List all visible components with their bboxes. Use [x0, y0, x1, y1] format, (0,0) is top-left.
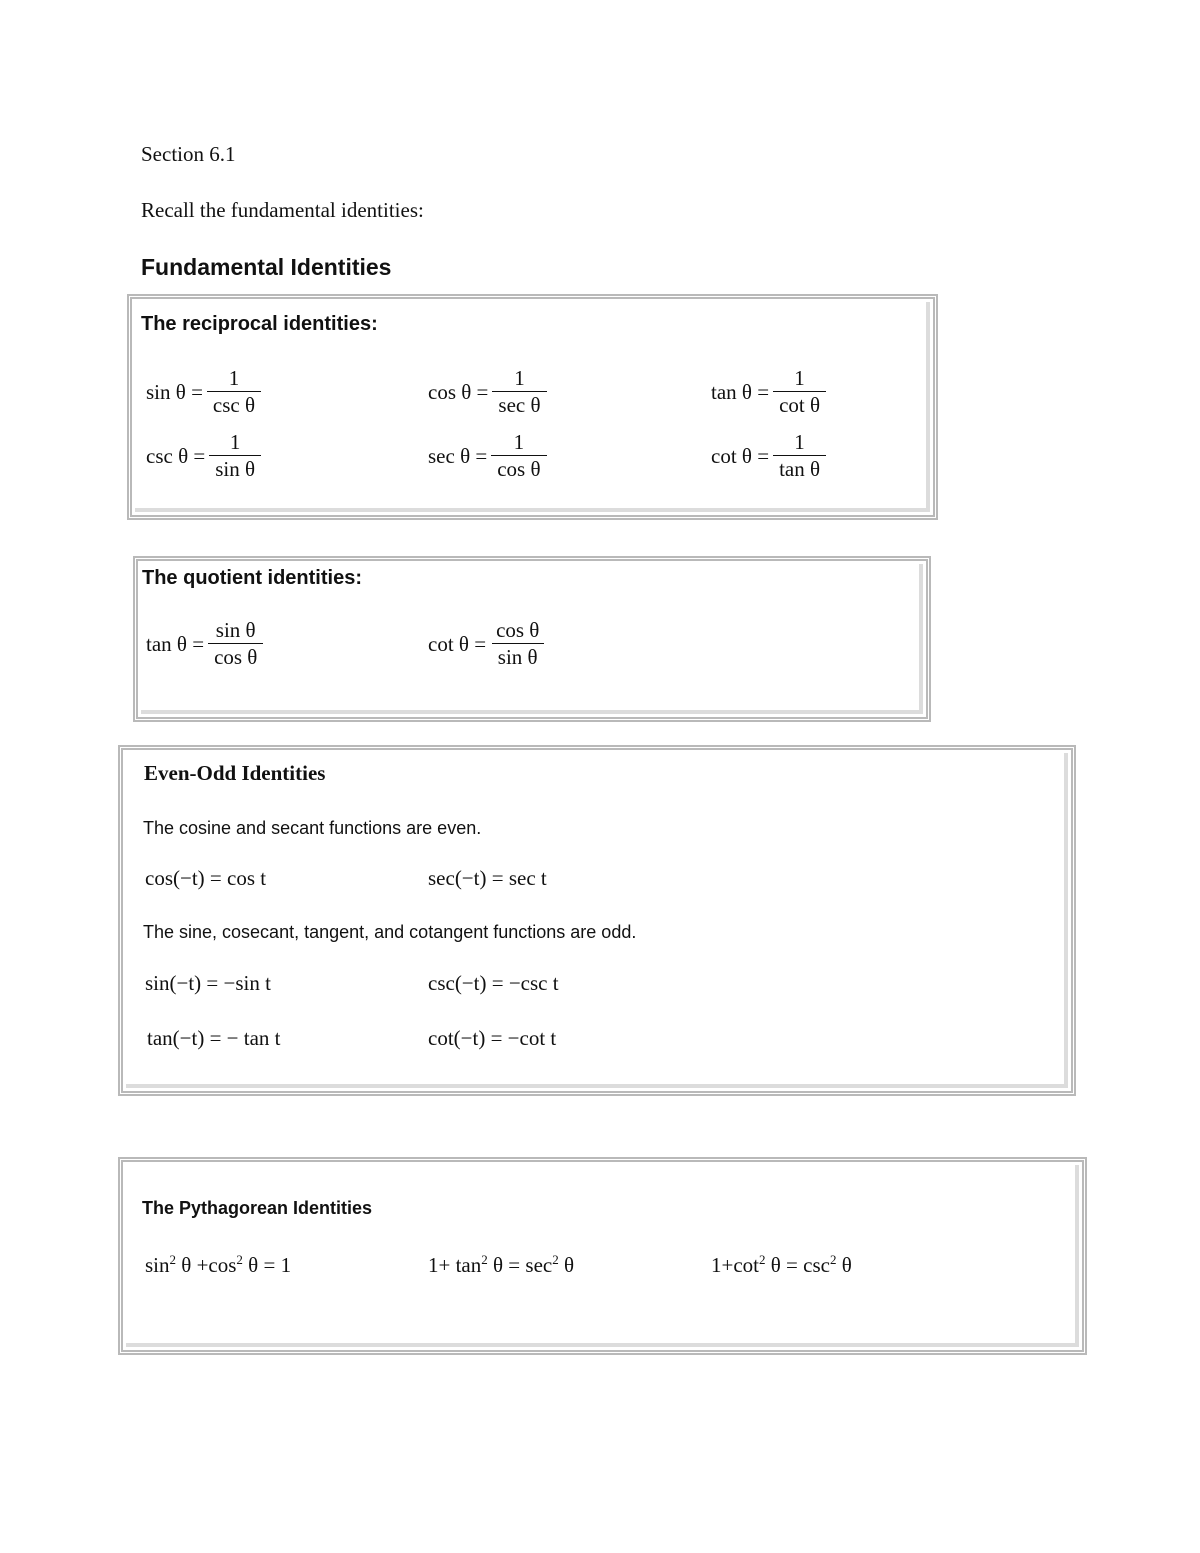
fraction-numerator: 1 — [513, 430, 525, 454]
even-odd-title: Even-Odd Identities — [144, 761, 326, 785]
term: θ = 1 — [248, 1253, 292, 1277]
term: θ — [841, 1253, 852, 1277]
fraction-numerator: 1 — [228, 366, 240, 390]
identity-tan-quotient — [146, 619, 263, 669]
identity-cos-even: cos(−t) = cos t — [145, 866, 267, 890]
identity-lhs: sec θ = — [428, 443, 488, 468]
exponent: 2 — [236, 1252, 243, 1267]
identity-lhs: sin θ = — [146, 379, 203, 404]
fraction-numerator: sin θ — [215, 618, 256, 642]
intro-text: Recall the fundamental identities: — [141, 198, 424, 222]
fraction-numerator: 1 — [794, 366, 805, 390]
identity-lhs: tan θ = — [146, 631, 205, 656]
identity-lhs: tan θ = — [711, 379, 770, 404]
identity-tan-odd: tan(−t) = − tan t — [147, 1026, 281, 1050]
identity-tan-reciprocal — [711, 367, 826, 417]
exponent: 2 — [759, 1252, 766, 1267]
term: sin — [145, 1253, 170, 1277]
fraction-denominator: csc θ — [207, 391, 261, 417]
identity-cot-reciprocal — [711, 431, 826, 481]
reciprocal-identities-box — [127, 294, 938, 520]
exponent: 2 — [169, 1252, 177, 1267]
even-functions-text: The cosine and secant functions are even. — [143, 818, 482, 838]
fraction-denominator: cos θ — [491, 455, 546, 481]
identity-pythagorean-3 — [711, 1252, 852, 1278]
fraction-denominator: sec θ — [492, 391, 546, 417]
identity-cot-odd: cot(−t) = −cot t — [428, 1026, 557, 1050]
fraction-denominator: cos θ — [208, 643, 263, 669]
pythagorean-identities-box — [118, 1157, 1087, 1355]
quotient-identities-box — [133, 556, 931, 722]
exponent: 2 — [481, 1252, 488, 1267]
exponent: 2 — [552, 1252, 559, 1267]
pythagorean-title: The Pythagorean Identities — [142, 1198, 373, 1218]
identity-pythagorean-2 — [428, 1252, 574, 1278]
term: θ = csc — [770, 1253, 830, 1277]
term: θ — [563, 1253, 575, 1277]
fraction-denominator: tan θ — [773, 455, 826, 481]
term: θ = sec — [493, 1253, 553, 1277]
even-odd-identities-box — [118, 745, 1076, 1096]
page-heading: Fundamental Identities — [141, 254, 392, 280]
identity-sec-reciprocal — [428, 431, 547, 481]
reciprocal-title: The reciprocal identities: — [141, 313, 378, 335]
term: θ +cos — [181, 1253, 237, 1277]
identity-lhs: csc θ = — [146, 443, 206, 468]
fraction-numerator: 1 — [514, 366, 525, 390]
exponent: 2 — [829, 1252, 837, 1267]
identity-sin-reciprocal — [146, 367, 261, 417]
identity-lhs: cos θ = — [428, 379, 489, 404]
section-label: Section 6.1 — [141, 142, 236, 166]
identity-csc-odd: csc(−t) = −csc t — [428, 971, 559, 995]
identity-sin-odd: sin(−t) = −sin t — [145, 971, 271, 995]
identity-cos-reciprocal — [428, 367, 547, 417]
odd-functions-text: The sine, cosecant, tangent, and cotangent functions are odd. — [143, 922, 637, 942]
term: 1+cot — [711, 1253, 759, 1277]
identity-cot-quotient — [428, 619, 545, 669]
fraction-denominator: sin θ — [209, 455, 261, 481]
fraction-denominator: cot θ — [773, 391, 826, 417]
fraction-numerator: 1 — [794, 430, 805, 454]
fraction-denominator: sin θ — [492, 643, 544, 669]
identity-pythagorean-1 — [145, 1252, 291, 1278]
identity-lhs: cot θ = — [428, 631, 487, 656]
identity-lhs: cot θ = — [711, 443, 770, 468]
quotient-title: The quotient identities: — [142, 567, 362, 589]
fraction-numerator: 1 — [229, 430, 241, 454]
fraction-numerator: cos θ — [496, 618, 540, 642]
identity-sec-even: sec(−t) = sec t — [428, 866, 547, 890]
identity-csc-reciprocal — [146, 431, 261, 481]
term: 1+ tan — [428, 1253, 482, 1277]
